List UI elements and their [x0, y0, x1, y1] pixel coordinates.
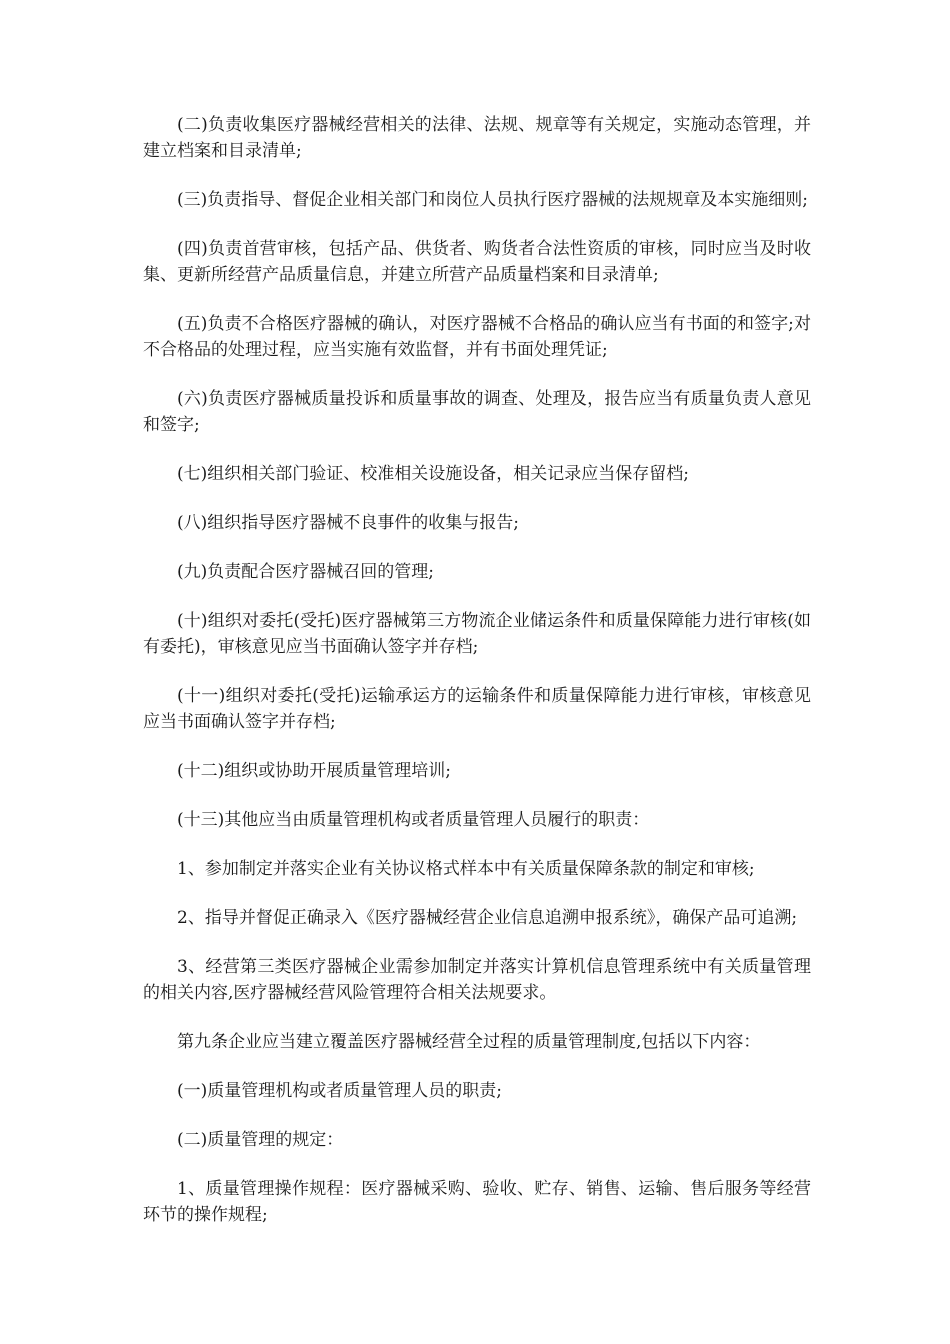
- paragraph-duty-9: (九)负责配合医疗器械召回的管理;: [177, 562, 434, 582]
- paragraph-duty-2: (二)负责收集医疗器械经营相关的法律、法规、规章等有关规定，实施动态管理，并建立档案和目录清单;: [143, 115, 811, 161]
- paragraph-duty-5: (五)负责不合格医疗器械的确认，对医疗器械不合格品的确认应当有书面的和签字;对不合格品的处理过程，应当实施有效监督，并有书面处理凭证;: [143, 314, 811, 360]
- paragraph-duty-12: (十二)组织或协助开展质量管理培训;: [177, 761, 451, 781]
- paragraph-subitem-2: 2、指导并督促正确录入《医疗器械经营企业信息追溯申报系统》，确保产品可追溯;: [177, 908, 798, 928]
- paragraph-duty-4: (四)负责首营审核，包括产品、供货者、购货者合法性资质的审核，同时应当及时收集、更新所经营产品质量信息，并建立所营产品质量档案和目录清单;: [143, 239, 811, 285]
- paragraph-article-9-item-2: (二)质量管理的规定：: [177, 1130, 344, 1150]
- document-body: [143, 112, 811, 1251]
- paragraph-duty-8: (八)组织指导医疗器械不良事件的收集与报告;: [177, 513, 519, 533]
- paragraph-duty-13: (十三)其他应当由质量管理机构或者质量管理人员履行的职责：: [177, 810, 650, 830]
- paragraph-article-9-item-1: (一)质量管理机构或者质量管理人员的职责;: [177, 1081, 502, 1101]
- paragraph-duty-7: (七)组织相关部门验证、校准相关设施设备，相关记录应当保存留档;: [177, 464, 689, 484]
- paragraph-duty-10: (十)组织对委托(受托)医疗器械第三方物流企业储运条件和质量保障能力进行审核(如有委托)，审核意见应当书面确认签字并存档;: [143, 611, 811, 657]
- paragraph-duty-11: (十一)组织对委托(受托)运输承运方的运输条件和质量保障能力进行审核，审核意见应当书面确认签字并存档;: [143, 686, 811, 732]
- paragraph-subitem-3: 3、经营第三类医疗器械企业需参加制定并落实计算机信息管理系统中有关质量管理的相关内容,医疗器械经营风险管理符合相关法规要求。: [143, 957, 811, 1003]
- paragraph-article-9: 第九条企业应当建立覆盖医疗器械经营全过程的质量管理制度,包括以下内容：: [177, 1032, 761, 1052]
- paragraph-duty-3: (三)负责指导、督促企业相关部门和岗位人员执行医疗器械的法规规章及本实施细则;: [177, 190, 808, 210]
- paragraph-duty-6: (六)负责医疗器械质量投诉和质量事故的调查、处理及，报告应当有质量负责人意见和签字;: [143, 389, 811, 435]
- paragraph-subitem-1: 1、参加制定并落实企业有关协议格式样本中有关质量保障条款的制定和审核;: [177, 859, 755, 879]
- paragraph-article-9-subitem-1: 1、质量管理操作规程：医疗器械采购、验收、贮存、销售、运输、售后服务等经营环节的操作规程;: [143, 1179, 811, 1225]
